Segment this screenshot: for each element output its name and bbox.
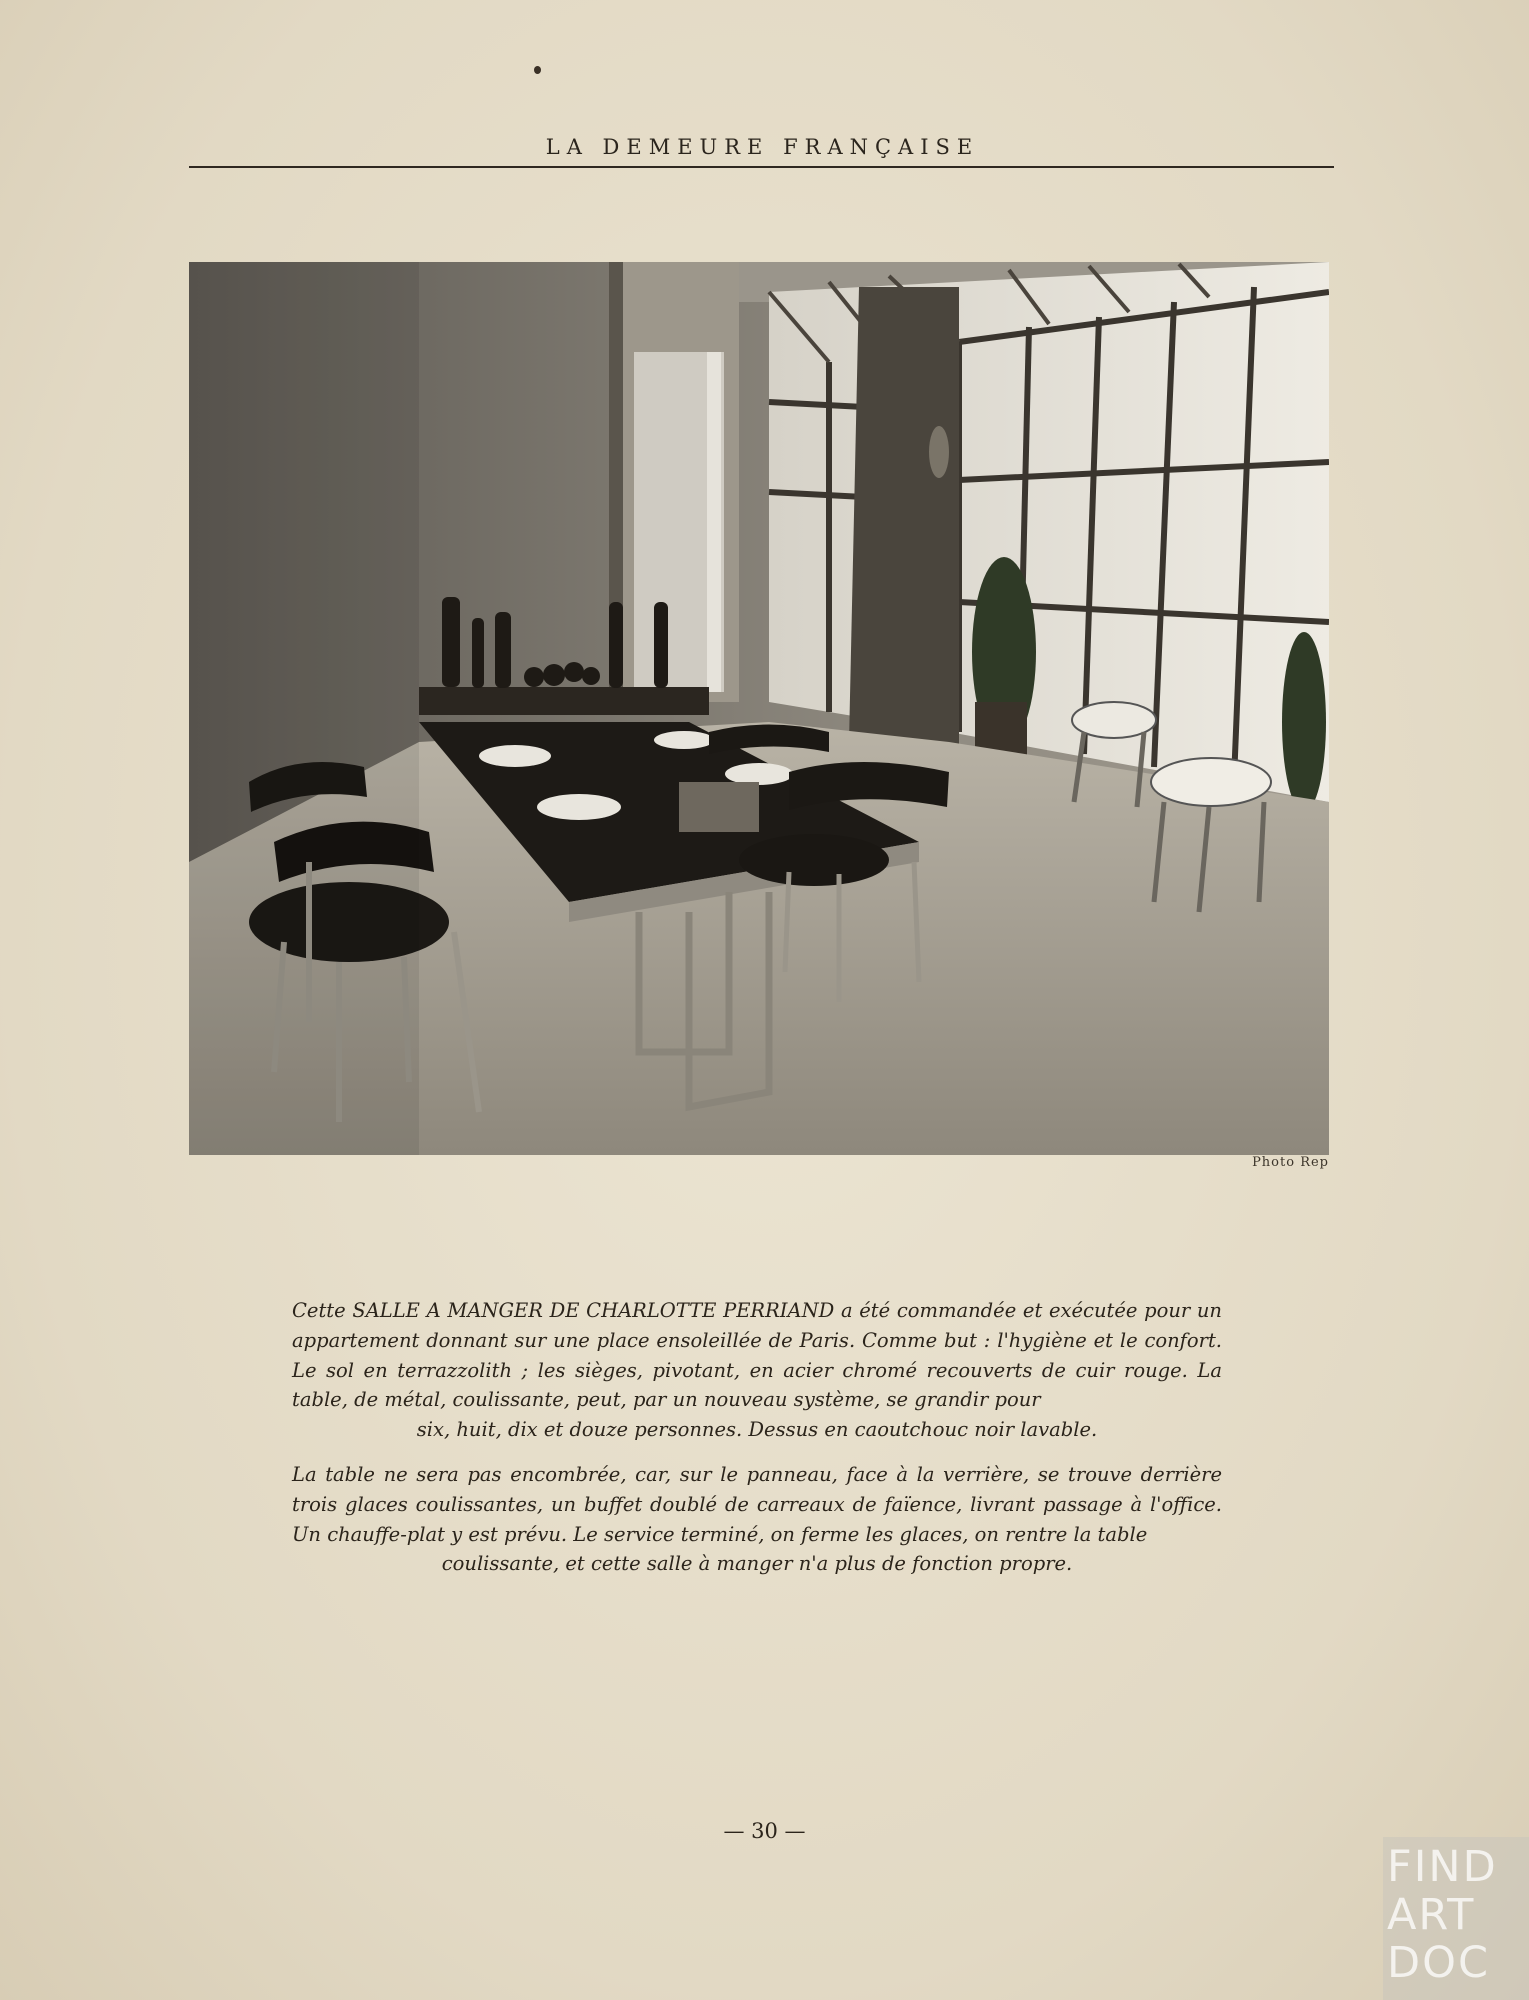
caption-paragraph-2 — [292, 1460, 1222, 1579]
watermark-line-1: FIND — [1387, 1842, 1498, 1892]
paragraph-1-last-line: six, huit, dix et douze personnes. Dessus en caoutchouc noir lavable. — [416, 1418, 1098, 1442]
page-number: — 30 — — [723, 1819, 806, 1843]
photo-credit: Photo Rep — [1252, 1155, 1329, 1170]
ink-speck — [534, 66, 541, 74]
caption-paragraph-1 — [292, 1296, 1222, 1445]
paragraph-2-last-line: coulissante, et cette salle à manger n'a plus de fonction propre. — [441, 1552, 1073, 1576]
running-header: LA DEMEURE FRANÇAISE — [545, 135, 980, 159]
paragraph-2-text: La table ne sera pas encombrée, car, sur le panneau, face à la verrière, se trouve derrière trois glaces coulissantes, un buffet doublé de carreaux de faïence, livrant passage à l'office. Un chauffe-plat y est prévu. Le service terminé, on ferme les glaces, on rentre la table — [292, 1463, 1222, 1546]
watermark-logo — [1383, 1837, 1529, 2000]
header-rule — [189, 166, 1334, 168]
dining-room-photograph — [189, 262, 1329, 1155]
watermark-line-2: ART — [1387, 1890, 1476, 1940]
paragraph-1-text: Cette SALLE A MANGER DE CHARLOTTE PERRIAND a été commandée et exécutée pour un appartement donnant sur une place ensoleillée de Paris. Comme but : l'hygiène et le confort. Le sol en terrazzolith ; les sièges, pivotant, en acier chromé recouverts de cuir rouge. La table, de métal, coulissante, peut, par un nouveau système, se grandir pour — [292, 1299, 1222, 1412]
watermark-line-3: DOC — [1387, 1938, 1490, 1988]
